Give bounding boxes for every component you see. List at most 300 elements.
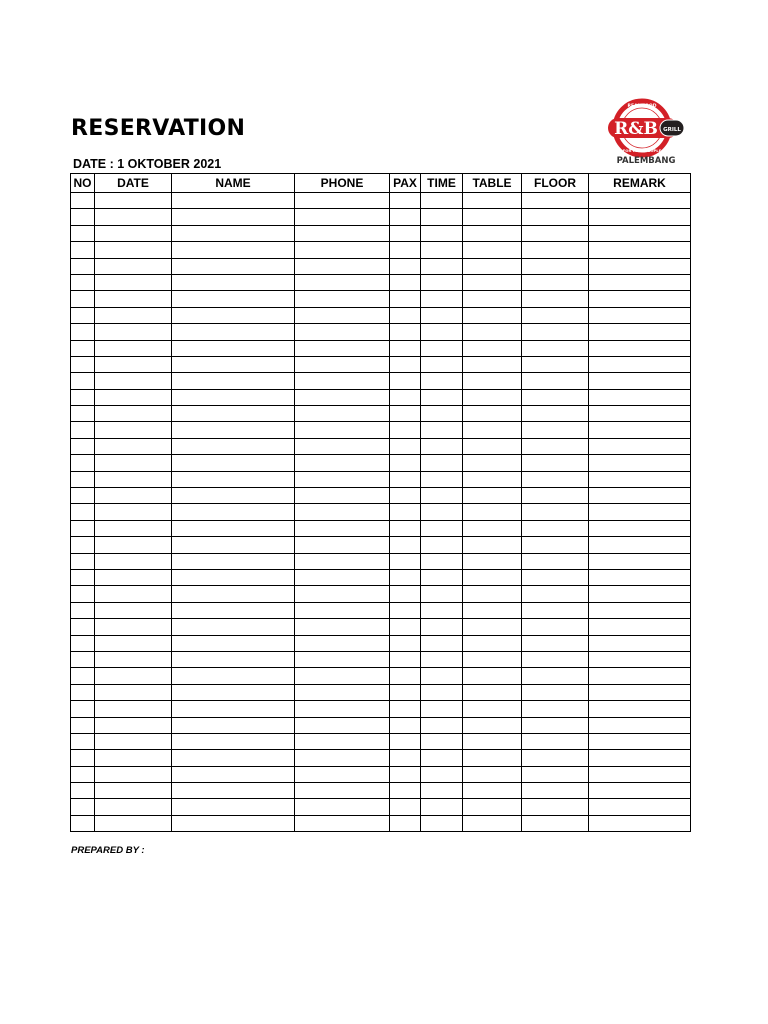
table-cell-name [172, 766, 295, 782]
col-header-date: DATE [95, 174, 172, 193]
table-row [71, 242, 691, 258]
table-cell-name [172, 488, 295, 504]
table-cell-remark [589, 225, 691, 241]
table-cell-remark [589, 815, 691, 831]
table-cell-time [421, 619, 463, 635]
table-cell-time [421, 602, 463, 618]
table-cell-name [172, 635, 295, 651]
table-cell-time [421, 258, 463, 274]
table-cell-name [172, 389, 295, 405]
table-cell-remark [589, 733, 691, 749]
table-cell-phone [295, 242, 390, 258]
table-cell-table [463, 373, 522, 389]
table-cell-floor [522, 717, 589, 733]
table-cell-floor [522, 193, 589, 209]
table-row [71, 717, 691, 733]
table-cell-name [172, 799, 295, 815]
table-cell-pax [390, 193, 421, 209]
table-row [71, 586, 691, 602]
table-row [71, 635, 691, 651]
table-cell-table [463, 242, 522, 258]
table-cell-table [463, 209, 522, 225]
table-cell-floor [522, 242, 589, 258]
table-cell-phone [295, 258, 390, 274]
table-cell-pax [390, 766, 421, 782]
table-cell-remark [589, 701, 691, 717]
table-cell-no [71, 569, 95, 585]
table-cell-time [421, 242, 463, 258]
table-cell-no [71, 471, 95, 487]
table-cell-date [95, 258, 172, 274]
table-cell-phone [295, 373, 390, 389]
table-cell-no [71, 815, 95, 831]
table-cell-pax [390, 569, 421, 585]
table-cell-time [421, 373, 463, 389]
table-cell-remark [589, 455, 691, 471]
table-cell-no [71, 193, 95, 209]
table-cell-time [421, 701, 463, 717]
table-cell-pax [390, 799, 421, 815]
table-cell-name [172, 373, 295, 389]
table-cell-remark [589, 307, 691, 323]
table-cell-date [95, 389, 172, 405]
table-cell-no [71, 766, 95, 782]
table-cell-table [463, 406, 522, 422]
table-cell-phone [295, 717, 390, 733]
table-cell-pax [390, 373, 421, 389]
table-cell-date [95, 520, 172, 536]
table-row [71, 225, 691, 241]
table-cell-date [95, 471, 172, 487]
table-row [71, 553, 691, 569]
table-cell-remark [589, 569, 691, 585]
table-cell-no [71, 422, 95, 438]
table-cell-phone [295, 209, 390, 225]
table-cell-date [95, 438, 172, 454]
table-cell-table [463, 651, 522, 667]
table-cell-table [463, 422, 522, 438]
table-cell-time [421, 635, 463, 651]
table-cell-pax [390, 258, 421, 274]
reservation-table [70, 173, 691, 832]
table-row [71, 733, 691, 749]
table-cell-pax [390, 553, 421, 569]
table-cell-date [95, 340, 172, 356]
table-cell-floor [522, 291, 589, 307]
table-row [71, 455, 691, 471]
table-cell-remark [589, 340, 691, 356]
table-cell-no [71, 455, 95, 471]
table-cell-pax [390, 815, 421, 831]
table-cell-remark [589, 389, 691, 405]
table-cell-time [421, 569, 463, 585]
table-cell-pax [390, 307, 421, 323]
table-cell-time [421, 307, 463, 323]
table-cell-name [172, 471, 295, 487]
table-cell-pax [390, 537, 421, 553]
table-cell-remark [589, 537, 691, 553]
table-cell-remark [589, 520, 691, 536]
table-row [71, 766, 691, 782]
table-cell-pax [390, 438, 421, 454]
col-header-time: TIME [421, 174, 463, 193]
table-cell-phone [295, 701, 390, 717]
table-cell-floor [522, 274, 589, 290]
table-cell-table [463, 520, 522, 536]
table-row [71, 619, 691, 635]
table-cell-table [463, 258, 522, 274]
table-cell-time [421, 750, 463, 766]
table-cell-pax [390, 406, 421, 422]
table-cell-table [463, 471, 522, 487]
table-cell-floor [522, 701, 589, 717]
table-cell-floor [522, 438, 589, 454]
table-cell-floor [522, 668, 589, 684]
table-row [71, 569, 691, 585]
table-cell-floor [522, 553, 589, 569]
table-cell-no [71, 356, 95, 372]
table-cell-name [172, 242, 295, 258]
table-cell-table [463, 291, 522, 307]
table-cell-pax [390, 242, 421, 258]
table-cell-date [95, 783, 172, 799]
table-cell-date [95, 569, 172, 585]
prepared-by-label: PREPARED BY : [71, 845, 145, 856]
table-cell-date [95, 193, 172, 209]
table-cell-remark [589, 717, 691, 733]
table-cell-no [71, 373, 95, 389]
table-cell-floor [522, 783, 589, 799]
logo-suffix-text: GRILL [663, 127, 681, 133]
table-cell-time [421, 815, 463, 831]
table-cell-time [421, 324, 463, 340]
table-cell-phone [295, 356, 390, 372]
table-cell-date [95, 209, 172, 225]
table-cell-table [463, 340, 522, 356]
table-row [71, 193, 691, 209]
col-header-no: NO [71, 174, 95, 193]
table-cell-time [421, 586, 463, 602]
table-cell-no [71, 733, 95, 749]
table-cell-no [71, 488, 95, 504]
table-cell-floor [522, 209, 589, 225]
table-cell-no [71, 324, 95, 340]
table-cell-name [172, 651, 295, 667]
table-cell-floor [522, 455, 589, 471]
col-header-name: NAME [172, 174, 295, 193]
logo-brand-text: R&B [614, 119, 658, 139]
table-row [71, 258, 691, 274]
table-cell-name [172, 193, 295, 209]
table-cell-table [463, 389, 522, 405]
table-cell-no [71, 504, 95, 520]
table-cell-time [421, 766, 463, 782]
table-cell-table [463, 569, 522, 585]
table-cell-floor [522, 356, 589, 372]
table-cell-name [172, 684, 295, 700]
table-cell-remark [589, 471, 691, 487]
table-cell-phone [295, 307, 390, 323]
table-cell-phone [295, 193, 390, 209]
table-cell-floor [522, 258, 589, 274]
table-cell-phone [295, 799, 390, 815]
table-cell-phone [295, 733, 390, 749]
table-cell-pax [390, 471, 421, 487]
table-cell-name [172, 504, 295, 520]
table-cell-remark [589, 586, 691, 602]
table-cell-remark [589, 635, 691, 651]
table-cell-time [421, 488, 463, 504]
table-cell-date [95, 717, 172, 733]
table-cell-time [421, 340, 463, 356]
table-cell-name [172, 422, 295, 438]
table-cell-no [71, 340, 95, 356]
table-cell-phone [295, 684, 390, 700]
table-cell-no [71, 307, 95, 323]
table-cell-floor [522, 815, 589, 831]
table-cell-phone [295, 291, 390, 307]
table-row [71, 209, 691, 225]
table-cell-name [172, 406, 295, 422]
table-cell-no [71, 225, 95, 241]
table-cell-table [463, 602, 522, 618]
table-cell-floor [522, 471, 589, 487]
table-cell-no [71, 701, 95, 717]
table-row [71, 389, 691, 405]
table-cell-table [463, 701, 522, 717]
table-cell-pax [390, 586, 421, 602]
table-cell-table [463, 455, 522, 471]
table-cell-no [71, 258, 95, 274]
table-cell-date [95, 750, 172, 766]
table-cell-time [421, 504, 463, 520]
table-row [71, 488, 691, 504]
table-row [71, 750, 691, 766]
table-header-row [71, 174, 691, 193]
table-cell-date [95, 356, 172, 372]
table-cell-no [71, 684, 95, 700]
table-cell-remark [589, 373, 691, 389]
table-cell-remark [589, 783, 691, 799]
table-cell-table [463, 668, 522, 684]
table-cell-no [71, 537, 95, 553]
table-cell-remark [589, 258, 691, 274]
table-cell-floor [522, 373, 589, 389]
table-cell-date [95, 406, 172, 422]
table-cell-time [421, 668, 463, 684]
table-cell-time [421, 799, 463, 815]
table-row [71, 668, 691, 684]
table-cell-date [95, 733, 172, 749]
table-cell-pax [390, 635, 421, 651]
table-cell-floor [522, 225, 589, 241]
table-cell-date [95, 291, 172, 307]
table-cell-phone [295, 619, 390, 635]
table-cell-phone [295, 815, 390, 831]
table-cell-phone [295, 750, 390, 766]
table-cell-phone [295, 389, 390, 405]
table-cell-date [95, 422, 172, 438]
table-cell-date [95, 455, 172, 471]
table-cell-name [172, 553, 295, 569]
table-cell-name [172, 455, 295, 471]
logo-ring-top-text: REAL FOOD [627, 104, 657, 109]
table-row [71, 356, 691, 372]
table-cell-remark [589, 406, 691, 422]
table-row [71, 684, 691, 700]
table-cell-time [421, 733, 463, 749]
table-cell-date [95, 225, 172, 241]
table-cell-pax [390, 701, 421, 717]
logo-ring-bottom-text: FOR REAL PEOPLE [622, 148, 662, 153]
table-cell-date [95, 766, 172, 782]
table-cell-no [71, 602, 95, 618]
table-cell-pax [390, 422, 421, 438]
table-row [71, 537, 691, 553]
table-cell-name [172, 717, 295, 733]
table-cell-floor [522, 635, 589, 651]
table-cell-no [71, 717, 95, 733]
logo-city: PALEMBANG [616, 156, 676, 166]
table-cell-floor [522, 504, 589, 520]
table-cell-remark [589, 422, 691, 438]
table-cell-pax [390, 520, 421, 536]
table-cell-pax [390, 291, 421, 307]
table-cell-name [172, 668, 295, 684]
table-cell-name [172, 291, 295, 307]
table-cell-remark [589, 619, 691, 635]
table-row [71, 471, 691, 487]
table-row [71, 438, 691, 454]
table-cell-remark [589, 684, 691, 700]
table-row [71, 324, 691, 340]
table-cell-time [421, 520, 463, 536]
table-cell-pax [390, 488, 421, 504]
table-cell-floor [522, 569, 589, 585]
table-cell-no [71, 651, 95, 667]
table-cell-table [463, 619, 522, 635]
table-cell-remark [589, 356, 691, 372]
table-cell-table [463, 274, 522, 290]
table-cell-phone [295, 651, 390, 667]
table-cell-phone [295, 225, 390, 241]
table-cell-no [71, 520, 95, 536]
table-cell-remark [589, 193, 691, 209]
table-cell-time [421, 553, 463, 569]
table-cell-pax [390, 225, 421, 241]
table-cell-name [172, 274, 295, 290]
table-cell-table [463, 815, 522, 831]
table-cell-floor [522, 602, 589, 618]
table-cell-date [95, 324, 172, 340]
table-cell-time [421, 291, 463, 307]
table-cell-name [172, 324, 295, 340]
table-row [71, 307, 691, 323]
table-cell-date [95, 684, 172, 700]
table-cell-floor [522, 750, 589, 766]
table-cell-remark [589, 766, 691, 782]
table-cell-remark [589, 602, 691, 618]
table-cell-remark [589, 242, 691, 258]
table-cell-pax [390, 340, 421, 356]
table-cell-name [172, 586, 295, 602]
table-cell-remark [589, 209, 691, 225]
table-cell-time [421, 274, 463, 290]
table-cell-floor [522, 766, 589, 782]
table-cell-remark [589, 488, 691, 504]
table-cell-pax [390, 783, 421, 799]
table-cell-date [95, 274, 172, 290]
table-cell-phone [295, 668, 390, 684]
table-cell-no [71, 274, 95, 290]
table-row [71, 651, 691, 667]
table-cell-phone [295, 520, 390, 536]
table-cell-table [463, 635, 522, 651]
table-cell-floor [522, 684, 589, 700]
table-row [71, 340, 691, 356]
table-cell-table [463, 324, 522, 340]
table-cell-time [421, 193, 463, 209]
table-cell-phone [295, 537, 390, 553]
table-cell-date [95, 488, 172, 504]
table-cell-table [463, 733, 522, 749]
table-cell-pax [390, 389, 421, 405]
table-cell-phone [295, 422, 390, 438]
table-cell-time [421, 684, 463, 700]
table-row [71, 504, 691, 520]
table-cell-date [95, 619, 172, 635]
table-cell-date [95, 307, 172, 323]
table-cell-remark [589, 799, 691, 815]
table-cell-no [71, 586, 95, 602]
table-cell-name [172, 701, 295, 717]
table-cell-pax [390, 717, 421, 733]
table-cell-phone [295, 504, 390, 520]
table-cell-phone [295, 488, 390, 504]
table-cell-time [421, 471, 463, 487]
table-cell-remark [589, 438, 691, 454]
table-cell-floor [522, 799, 589, 815]
table-row [71, 406, 691, 422]
table-cell-pax [390, 356, 421, 372]
table-cell-phone [295, 635, 390, 651]
table-cell-table [463, 488, 522, 504]
table-cell-pax [390, 209, 421, 225]
table-cell-phone [295, 471, 390, 487]
table-cell-remark [589, 668, 691, 684]
table-cell-phone [295, 406, 390, 422]
table-cell-date [95, 553, 172, 569]
table-cell-phone [295, 438, 390, 454]
table-cell-date [95, 815, 172, 831]
table-cell-name [172, 520, 295, 536]
table-cell-table [463, 586, 522, 602]
table-cell-time [421, 651, 463, 667]
table-cell-no [71, 635, 95, 651]
table-cell-date [95, 242, 172, 258]
col-header-pax: PAX [390, 174, 421, 193]
table-cell-phone [295, 324, 390, 340]
table-cell-name [172, 815, 295, 831]
col-header-floor: FLOOR [522, 174, 589, 193]
table-cell-pax [390, 619, 421, 635]
table-cell-time [421, 225, 463, 241]
table-cell-no [71, 799, 95, 815]
table-cell-remark [589, 324, 691, 340]
table-cell-table [463, 438, 522, 454]
table-cell-name [172, 340, 295, 356]
table-row [71, 701, 691, 717]
